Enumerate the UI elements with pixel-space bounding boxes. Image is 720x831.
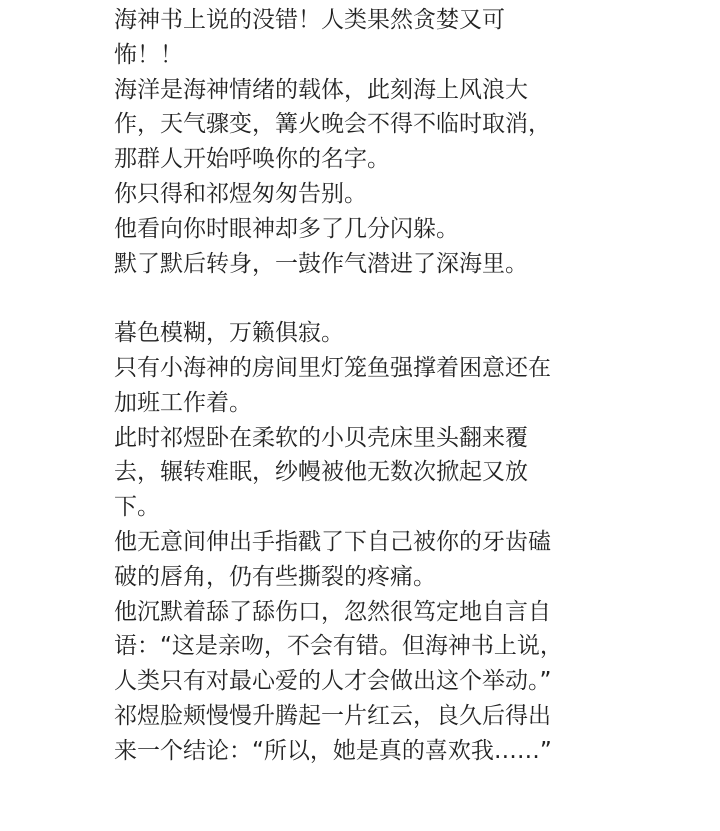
text-line: 加班工作着。 bbox=[114, 389, 252, 416]
text-line: 祁煜脸颊慢慢升腾起一片红云，良久后得出 bbox=[114, 702, 551, 729]
text-line: 只有小海神的房间里灯笼鱼强撑着困意还在 bbox=[114, 354, 551, 381]
text-line: 你只得和祁煜匆匆告别。 bbox=[114, 180, 367, 207]
text-line: 下。 bbox=[114, 494, 160, 521]
text-line: 默了默后转身，一鼓作气潜进了深海里。 bbox=[114, 250, 528, 277]
text-line: 来一个结论：“所以，她是真的喜欢我……” bbox=[114, 737, 552, 764]
text-line: 他看向你时眼神却多了几分闪躲。 bbox=[114, 215, 459, 242]
text-line: 怖！！ bbox=[114, 41, 183, 68]
text-line: 去，辗转难眠，纱幔被他无数次掀起又放 bbox=[114, 459, 528, 486]
text-line: 海神书上说的没错！人类果然贪婪又可 bbox=[114, 7, 505, 33]
text-line: 那群人开始呼唤你的名字。 bbox=[114, 146, 390, 173]
text-line: 暮色模糊，万籁俱寂。 bbox=[114, 320, 344, 347]
text-line: 作，天气骤变，篝火晚会不得不临时取消， bbox=[114, 111, 551, 138]
text-line: 此时祁煜卧在柔软的小贝壳床里头翻来覆 bbox=[114, 424, 528, 451]
paragraph-break bbox=[114, 281, 614, 316]
story-text bbox=[114, 0, 614, 769]
text-line: 破的唇角，仍有些撕裂的疼痛。 bbox=[114, 563, 436, 590]
text-line: 海洋是海神情绪的载体，此刻海上风浪大 bbox=[114, 76, 528, 103]
text-line: 他无意间伸出手指戳了下自己被你的牙齿磕 bbox=[114, 528, 551, 555]
text-line: 人类只有对最心爱的人才会做出这个举动。” bbox=[114, 668, 552, 695]
text-line: 他沉默着舔了舔伤口，忽然很笃定地自言自 bbox=[114, 598, 551, 625]
text-line: 语：“这是亲吻，不会有错。但海神书上说， bbox=[114, 633, 563, 660]
